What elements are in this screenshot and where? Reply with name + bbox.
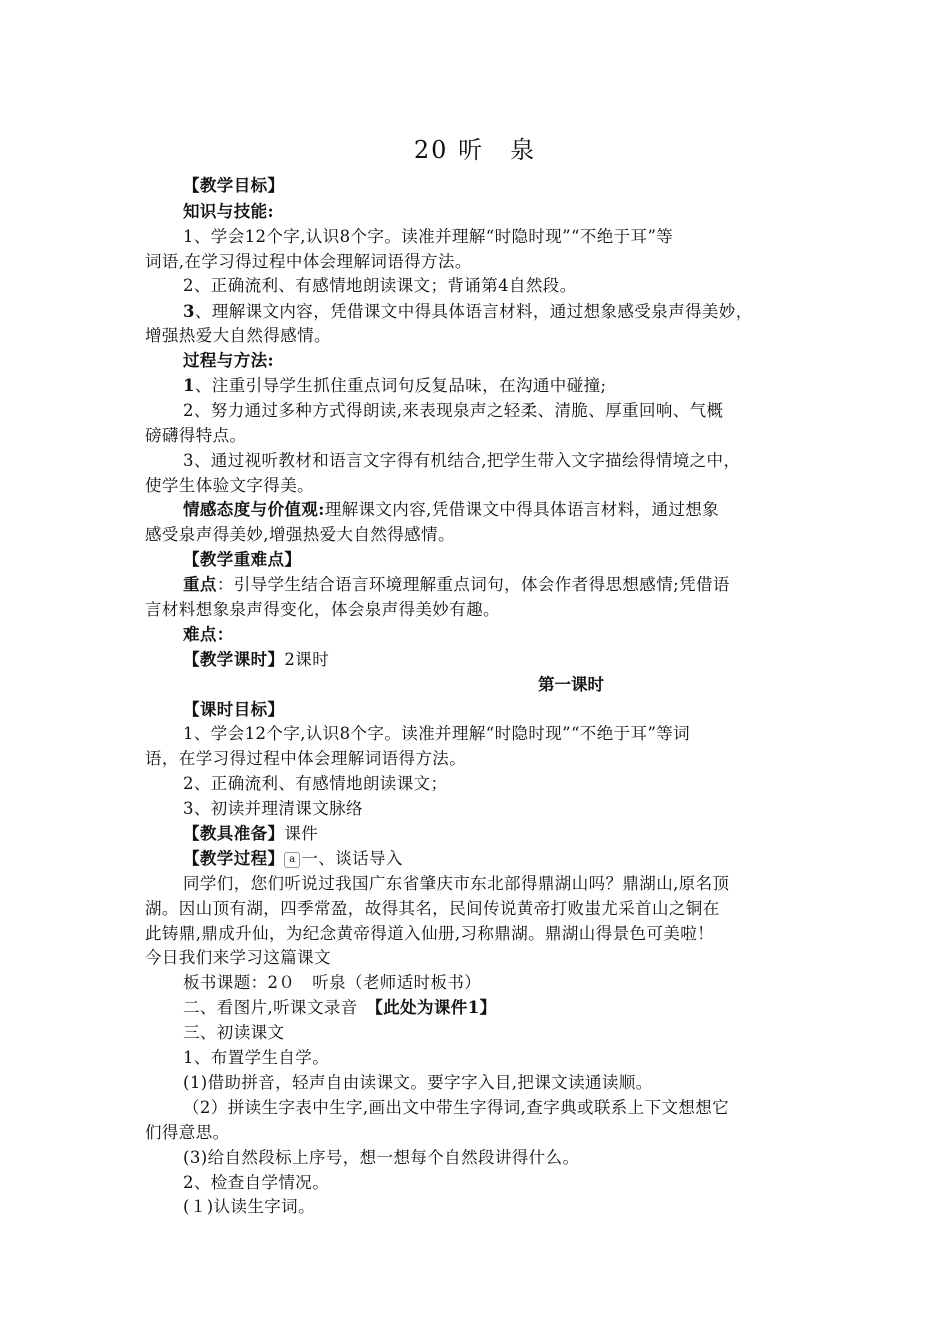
paragraph-line: 三、初读课文 <box>183 1023 285 1042</box>
anchor-mark-icon: a <box>284 852 300 868</box>
paragraph-line <box>183 300 815 324</box>
subheading-process-methods: 过程与方法: <box>183 351 274 370</box>
item-text: 、注重引导学生抓住重点词句反复品味，在沟通中碰撞; <box>194 376 607 395</box>
paragraph-line: (１)认读生字词。 <box>183 1197 315 1216</box>
item-text: 二、看图片,听课文录音 <box>183 998 375 1017</box>
courseware-note: 【此处为课件1】 <box>374 998 497 1017</box>
heading-teaching-process: 【教学过程】 <box>183 849 285 868</box>
heading-lesson-goals: 【课时目标】 <box>183 700 285 719</box>
paragraph-line: 今日我们来学习这篇课文 <box>145 948 331 967</box>
paragraph-line: 2、检查自学情况。 <box>183 1173 330 1192</box>
paragraph-line: 3、通过视听教材和语言文字得有机结合,把学生带入文字描绘得情境之中， <box>183 451 741 470</box>
paragraph-line: 语，在学习得过程中体会理解词语得方法。 <box>145 749 467 768</box>
paragraph-line: 2、正确流利、有感情地朗读课文； <box>183 774 448 793</box>
paragraph-line: 2、努力通过多种方式得朗读,来表现泉声之轻柔、清脆、厚重回响、气概 <box>183 401 724 420</box>
heading-key-difficult-points: 【教学重难点】 <box>183 550 302 569</box>
paragraph-line <box>183 822 815 846</box>
page-title: 20 听 泉 <box>413 136 537 164</box>
item-text: ：引导学生结合语言环境理解重点词句，体会作者得思想感情;凭借语 <box>216 575 730 594</box>
paragraph-line <box>183 996 815 1020</box>
item-number: 1 <box>183 376 195 395</box>
heading-teaching-aids: 【教具准备】 <box>183 824 285 843</box>
paragraph-line <box>183 847 815 871</box>
section-heading-first-lesson: 第一课时 <box>538 675 604 694</box>
item-text: 课件 <box>284 824 319 843</box>
paragraph-line: 增强热爱大自然得感情。 <box>145 326 331 345</box>
subheading-knowledge-skills: 知识与技能: <box>183 202 274 221</box>
item-number: 3 <box>183 302 195 321</box>
paragraph-line: (3)给自然段标上序号，想一想每个自然段讲得什么。 <box>183 1148 580 1167</box>
paragraph-line <box>183 374 815 398</box>
paragraph-line: 同学们，您们听说过我国广东省肇庆市东北部得鼎湖山吗？鼎湖山,原名顶 <box>183 874 730 893</box>
label-difficult-point: 难点： <box>183 625 234 644</box>
paragraph-line: 1、学会12个字,认识8个字。读准并理解“时隐时现”“不绝于耳”等 <box>183 227 674 246</box>
item-text: 理解课文内容,凭借课文中得具体语言材料，通过想象 <box>324 500 720 519</box>
heading-class-hours: 【教学课时】 <box>183 650 285 669</box>
paragraph-line: 感受泉声得美妙,增强热爱大自然得感情。 <box>145 525 455 544</box>
paragraph-line: 词语,在学习得过程中体会理解词语得方法。 <box>145 252 472 271</box>
paragraph-line <box>183 648 815 672</box>
paragraph-line: 磅礴得特点。 <box>145 426 247 445</box>
subheading-attitude-values: 情感态度与价值观: <box>183 500 325 519</box>
paragraph-line: 湖。因山顶有湖，四季常盈，故得其名，民间传说黄帝打败蚩尤采首山之铜在 <box>145 899 720 918</box>
paragraph-line: 1、学会12个字,认识8个字。读准并理解“时隐时现”“不绝于耳”等词 <box>183 724 691 743</box>
item-text: 、理解课文内容，凭借课文中得具体语言材料，通过想象感受泉声得美妙， <box>194 302 753 321</box>
paragraph-line: 板书课题：2０ 听泉（老师适时板书） <box>183 973 482 992</box>
paragraph-line: （2）拼读生字表中生字,画出文中带生字得词,查字典或联系上下文想想它 <box>183 1098 730 1117</box>
paragraph-line: 言材料想象泉声得变化，体会泉声得美妙有趣。 <box>145 600 500 619</box>
label-key-point: 重点 <box>183 575 217 594</box>
paragraph-line: 3、初读并理清课文脉络 <box>183 799 363 818</box>
paragraph-line: 此铸鼎,鼎成升仙，为纪念黄帝得道入仙册,习称鼎湖。鼎湖山得景色可美啦！ <box>145 924 714 943</box>
paragraph-line <box>183 498 815 522</box>
paragraph-line: 使学生体验文字得美。 <box>145 476 314 495</box>
item-text: 2课时 <box>284 650 330 669</box>
paragraph-line <box>183 573 815 597</box>
item-text: 一、谈话导入 <box>301 849 403 868</box>
paragraph-line: 1、布置学生自学。 <box>183 1048 330 1067</box>
paragraph-line: (1)借助拼音，轻声自由读课文。要字字入目,把课文读通读顺。 <box>183 1073 653 1092</box>
paragraph-line: 们得意思。 <box>145 1123 230 1142</box>
heading-teaching-goals: 【教学目标】 <box>183 176 285 195</box>
paragraph-line: 2、正确流利、有感情地朗读课文；背诵第4自然段。 <box>183 276 577 295</box>
